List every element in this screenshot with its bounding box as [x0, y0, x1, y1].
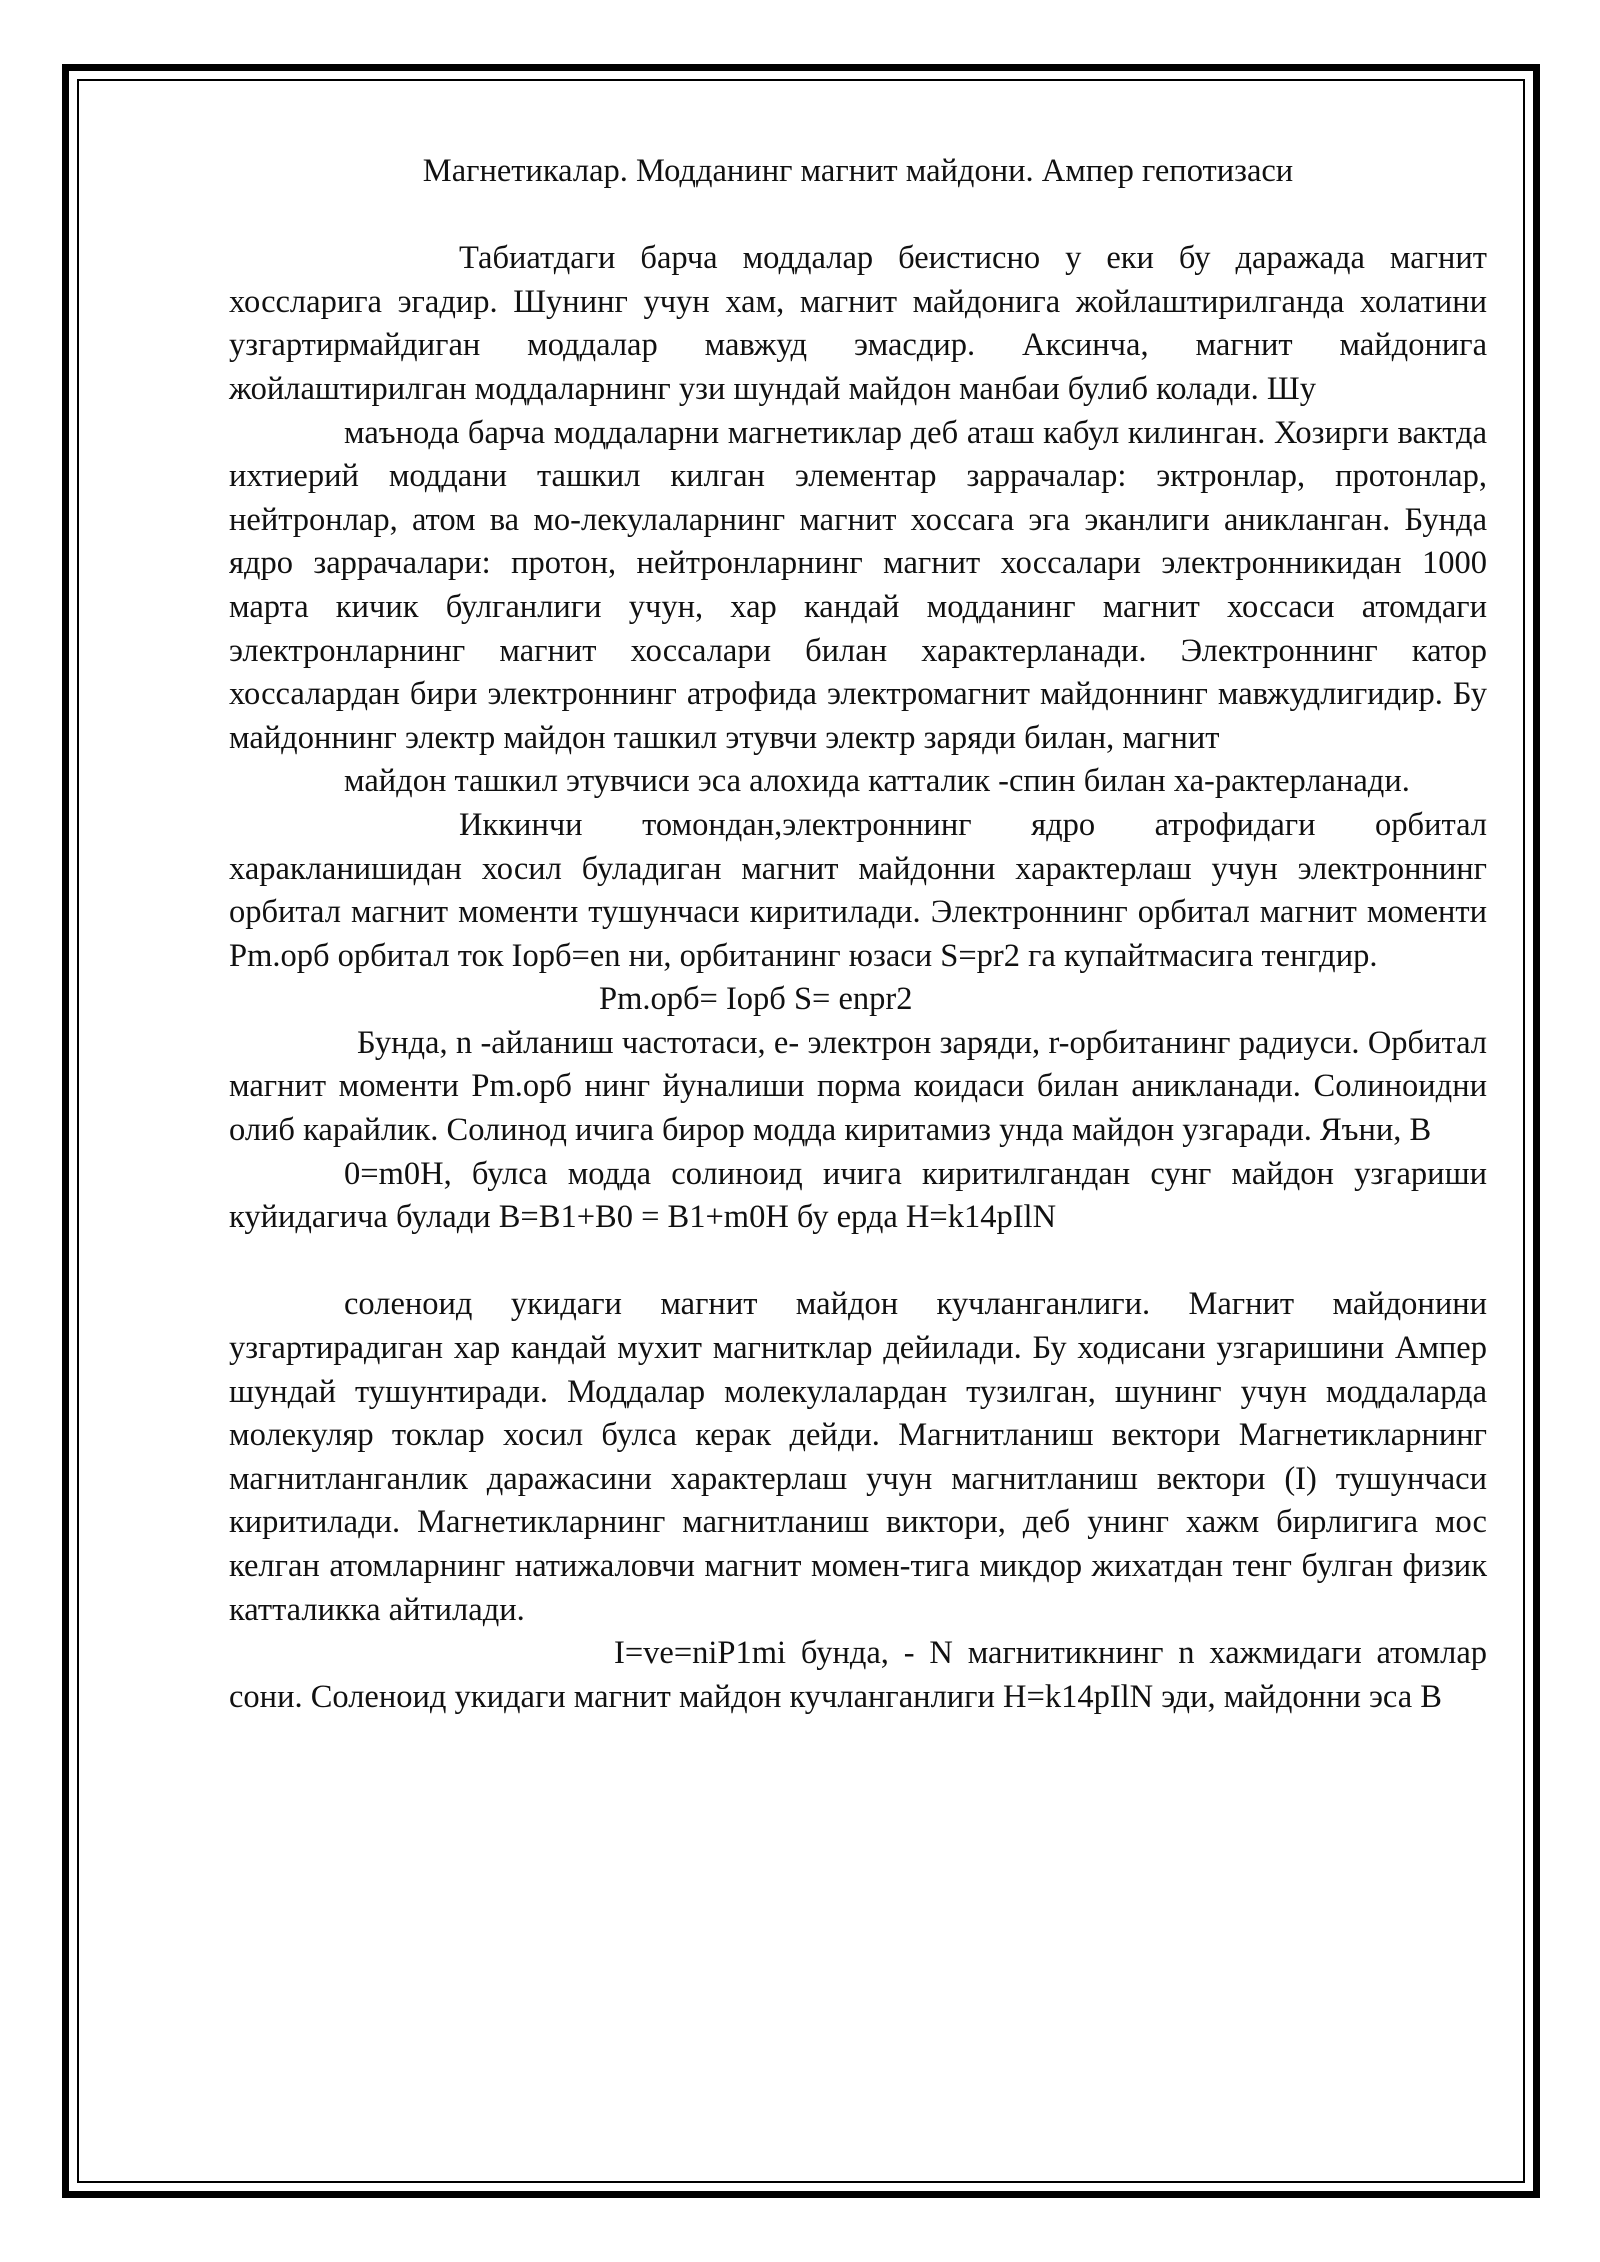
paragraph: I=ve=niP1mi бунда, - N магнитикнинг n хажмидаги атомлар сони. Соленоид укидаги магнит майдон кучланганлиги H=k14pIlN эди, майдонни эса В: [229, 1635, 1487, 1715]
blank-line: [229, 1240, 1487, 1284]
paragraph: Табиатдаги барча моддалар беистисно у еки бу даражада магнит хоссларига эгадир. Шунинг учун хам, магнит майдонига жойлаштирилганда холатини узгартирмайдиган моддалар мавжуд эмасдир. Аксинча, магнит майдонига жойлаштирилган моддаларнинг узи шундай майдон манбаи булиб колади. Шу: [229, 240, 1487, 407]
document-title: Магнетикалар. Модданинг магнит майдони. Ампер гепотизаси: [422, 153, 1294, 189]
paragraph: соленоид укидаги магнит майдон кучланганлиги. Магнит майдонини узгартирадиган хар кандай мухит магнитклар дейилади. Бу ходисани узгаришини Ампер шундай тушунтиради. Моддалар молекулалардан тузилган, шунинг учун моддаларда молекуляр токлар хосил булса керак дейди. Магнитланиш вектори Магнетикларнинг магнитланганлик даражасини характерлаш учун магнитланиш вектори (I) тушунчаси киритилади. Магнетикларнинг магнитланиш виктори, деб унинг хажм бирлигига мос келган атомларнинг натижаловчи магнит момен-тига микдор жихатдан тенг булган физик катталикка айтилади.: [229, 1286, 1487, 1628]
paragraph: майдон ташкил этувчиси эса алохида катталик -спин билан ха-рактерланади.: [344, 763, 1410, 800]
paragraph: Бунда, n -айланиш частотаси, e- электрон заряди, r-орбитанинг радиуси. Орбитал магнит моменти Pm.орб нинг йуналиши порма коидаси билан аникланади. Солиноидни олиб карайлик. Солинод ичига бирор модда киритамиз унда майдон узгаради. Яъни, В: [229, 1024, 1487, 1149]
document-body: [229, 150, 1487, 1719]
paragraph: Иккинчи томондан,электроннинг ядро атрофидаги орбитал харакланишидан хосил буладиган магнит майдонни характерлаш учун электроннинг орбитал магнит моменти тушунчаси киритилади. Электроннинг орбитал магнит моменти Pm.орб орбитал ток Iорб=en ни, орбитанинг юзаси S=pr2 га купайтмасига тенгдир.: [229, 806, 1487, 974]
formula-line: Pm.орб= Iорб S= enpr2: [599, 981, 913, 1018]
paragraph: маънода барча моддаларни магнетиклар деб аташ кабул килинган. Хозирги вактда ихтиерий моддани ташкил килган элементар заррачалар: эктронлар, протонлар, нейтронлар, атом ва мо-лекулаларнинг магнит хоссага эга эканлиги аникланган. Бунда ядро заррачалари: протон, нейтронларнинг магнит хоссалари электронникидан 1000 марта кичик булганлиги учун, хар кандай модданинг магнит хоссаси атомдаги электронларнинг магнит хоссалари билан характерланади. Электроннинг катор хоссалардан бири электроннинг атрофида электромагнит майдоннинг мавжудлигидир. Бу майдоннинг электр майдон ташкил этувчи электр заряди билан, магнит: [229, 414, 1487, 756]
paragraph: 0=m0H, булса модда солиноид ичига киритилгандан сунг майдон узгариши куйидагича булади B=B1+B0 = B1+m0H бу ерда H=k14pIlN: [229, 1155, 1487, 1236]
blank-line: [229, 194, 1487, 238]
